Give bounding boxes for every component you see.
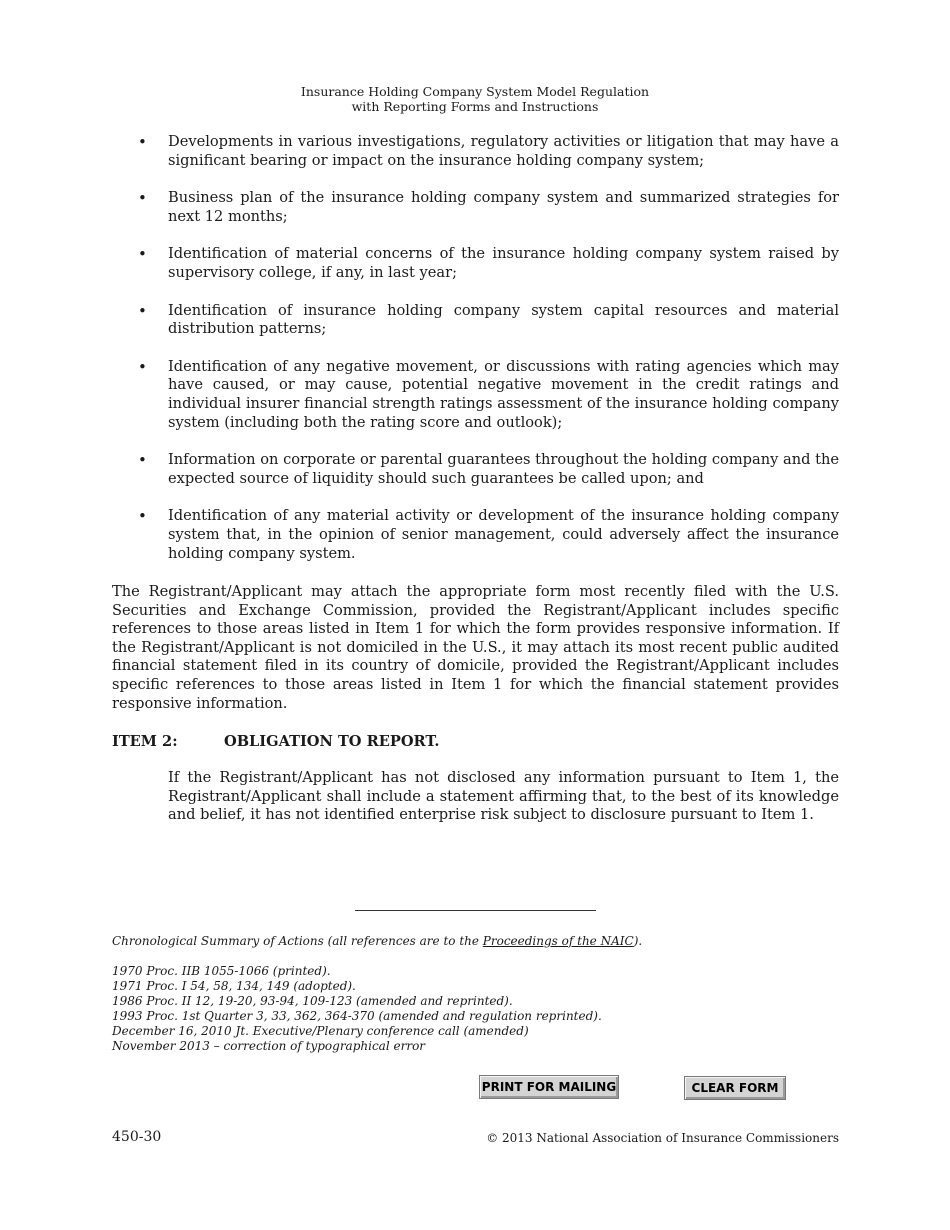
body-paragraph: The Registrant/Applicant may attach the appropriate form most recently filed with the U.S. Securities and Exchange Commission, provided the Registrant/Applicant includes specific references to those areas listed in Item 1 for which the form provides responsive information. If the Registrant/Applicant is not domiciled in the U.S., it may attach its most recent public audited financial statement filed in its country of domicile, provided the Registrant/Applicant includes specific references to those areas listed in Item 1 for which the financial statement provides responsive information. bbox=[112, 583, 839, 712]
list-item-text: Identification of any material activity or development of the insurance holding company system that, in the opinion of senior management, could adversely affect the insurance holding company system. bbox=[168, 507, 839, 562]
chronology-prefix: Chronological Summary of Actions (all references are to the bbox=[112, 934, 483, 948]
history-entry: 1993 Proc. 1st Quarter 3, 33, 362, 364-370 (amended and regulation reprinted). bbox=[112, 1009, 602, 1023]
list-item bbox=[112, 451, 839, 488]
list-item bbox=[112, 133, 839, 170]
clear-form-button[interactable]: CLEAR FORM bbox=[684, 1076, 786, 1100]
footnote-divider bbox=[355, 910, 596, 911]
page-number: 450-30 bbox=[112, 1129, 162, 1145]
item-number: ITEM 2: bbox=[112, 733, 178, 750]
history-list bbox=[112, 964, 839, 1054]
item-body: If the Registrant/Applicant has not disclosed any information pursuant to Item 1, the Registrant/Applicant shall include a statement affirming that, to the best of its knowledge and belief, it has not identified enterprise risk subject to disclosure pursuant to Item 1. bbox=[168, 769, 839, 824]
bullet-point: • bbox=[138, 133, 147, 151]
list-item-text: Developments in various investigations, regulatory activities or litigation that may have a significant bearing or impact on the insurance holding company system; bbox=[168, 133, 839, 169]
bullet-point: • bbox=[138, 189, 147, 208]
chronology-reference: Proceedings of the NAIC bbox=[482, 934, 634, 948]
header-title: Insurance Holding Company System Model Regulation bbox=[300, 84, 650, 99]
chronology-suffix: ). bbox=[633, 934, 643, 948]
copyright-notice: © 2013 National Association of Insurance Commissioners bbox=[486, 1131, 839, 1145]
history-entry: 1970 Proc. IIB 1055-1066 (printed). bbox=[112, 964, 331, 978]
history-entry: December 16, 2010 Jt. Executive/Plenary conference call (amended) bbox=[112, 1024, 529, 1038]
list-item-text: Business plan of the insurance holding company system and summarized strategies for next 12 months; bbox=[168, 189, 839, 225]
page-header bbox=[0, 84, 950, 114]
item-title: OBLIGATION TO REPORT. bbox=[224, 733, 440, 750]
list-item-text: Identification of any negative movement, or discussions with rating agencies which may have caused, or may cause, potential negative movement in the credit ratings and individual insurer financial strength ratings assessment of the insurance holding company system (including both the rating score and outlook); bbox=[168, 357, 839, 431]
list-item bbox=[112, 507, 839, 563]
bullet-point: • bbox=[138, 451, 147, 470]
list-item-text: Identification of insurance holding company system capital resources and material distribution patterns; bbox=[168, 301, 839, 338]
history-entry: 1986 Proc. II 12, 19-20, 93-94, 109-123 (amended and reprinted). bbox=[112, 994, 513, 1008]
print-for-mailing-button[interactable]: PRINT FOR MAILING bbox=[479, 1075, 619, 1099]
list-item bbox=[112, 302, 839, 339]
history-entry: 1971 Proc. I 54, 58, 134, 149 (adopted). bbox=[112, 979, 356, 993]
list-item bbox=[112, 358, 839, 432]
bullet-point: • bbox=[138, 245, 147, 264]
list-item-text: Identification of material concerns of the insurance holding company system raised by supervisory college, if any, in last year; bbox=[168, 245, 839, 281]
bullet-list bbox=[112, 133, 839, 582]
chronology-title bbox=[112, 934, 839, 949]
list-item-text: Information on corporate or parental guarantees throughout the holding company and the expected source of liquidity should such guarantees be called upon; and bbox=[168, 451, 839, 487]
bullet-point: • bbox=[138, 507, 147, 526]
history-entry: November 2013 – correction of typographical error bbox=[112, 1039, 426, 1053]
item-heading bbox=[112, 732, 839, 751]
bullet-point: • bbox=[138, 301, 147, 320]
header-subtitle: with Reporting Forms and Instructions bbox=[351, 99, 599, 114]
bullet-point: • bbox=[138, 357, 147, 376]
list-item bbox=[112, 189, 839, 226]
list-item bbox=[112, 245, 839, 282]
